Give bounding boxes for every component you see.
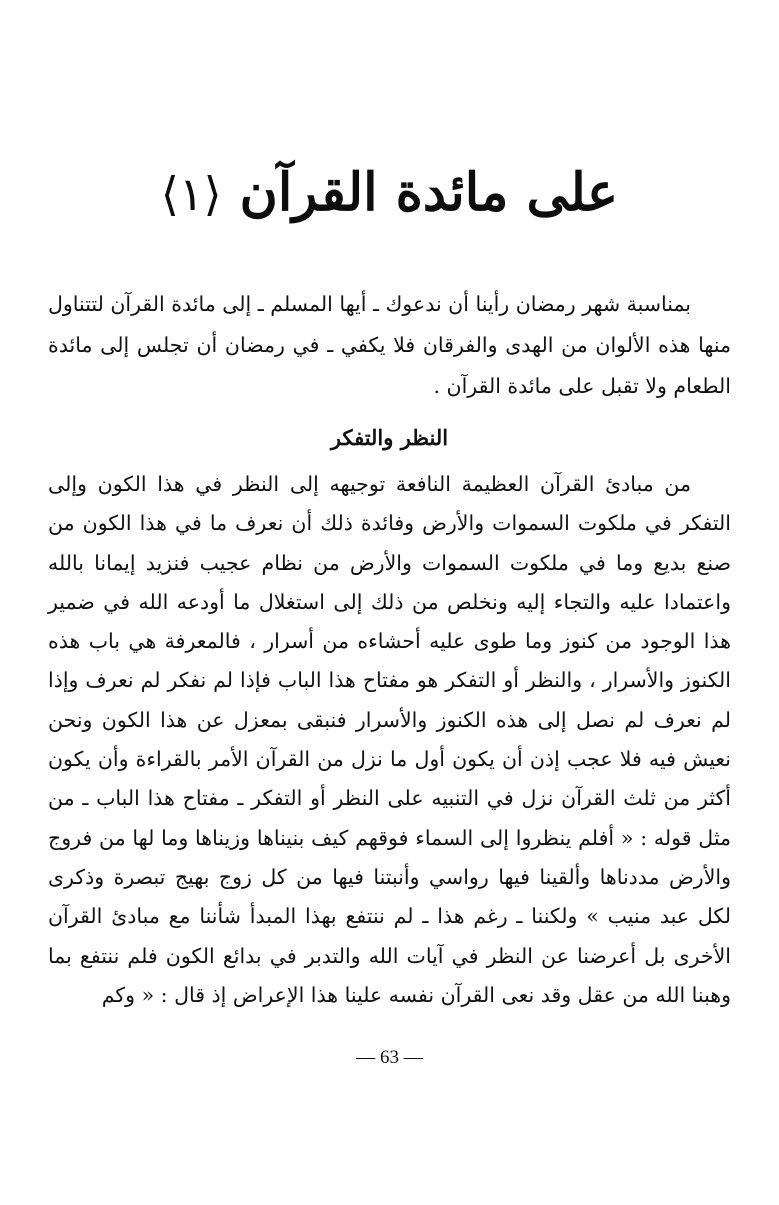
chapter-title xyxy=(0,148,779,239)
section-text: من مبادئ القرآن العظيمة النافعة توجيهه إلى النظر في هذا الكون وإلى التفكر في ملكوت السموات والأرض وفائدة ذلك أن نعرف ما في هذا الكون من صنع بديع وما في ملكوت السموات والأرض من نظام عجيب فنزيد إيمانا بالله واعتمادا عليه والتجاء إليه ونخلص من ذلك إلى استغلال ما أودعه الله في ضمير هذا الوجود من كنوز وما طوى عليه أحشاءه من أسرار ، فالمعرفة هي باب هذه الكنوز والأسرار ، والنظر أو التفكر هو مفتاح هذا الباب فإذا لم نفكر لم نعرف وإذا لم نعرف لم نصل إلى هذه الكنوز والأسرار فنبقى بمعزل عن هذا الكون ونحن نعيش فيه فلا عجب إذن أن يكون أول ما نزل من القرآن الأمر بالقراءة وأن يكون أكثر من ثلث القرآن نزل في التنبيه على النظر أو التفكر ـ مفتاح هذا الباب ـ من مثل قوله : « أفلم ينظروا إلى السماء فوقهم كيف بنيناها وزيناها وما لها من فروج والأرض مددناها وألقينا فيها رواسي وأنبتنا فيها من كل زوج بهيج تبصرة وذكرى لكل عبد منيب » ولكننا ـ رغم هذا ـ لم ننتفع بهذا المبدأ شأننا مع مبادئ القرآن الأخرى بل أعرضنا عن النظر في آيات الله والتدبر في بدائع الكون فلم ننتفع بما وهبنا الله من عقل وقد نعى القرآن نفسه علينا هذا الإعراض إذ قال : « وكم xyxy=(48,472,731,1007)
section-paragraph xyxy=(48,465,731,1015)
intro-paragraph xyxy=(48,284,731,407)
section-heading: النظر والتفكر xyxy=(330,425,449,450)
chapter-title-text: على مائدة القرآن xyxy=(239,162,619,223)
intro-text: بمناسبة شهر رمضان رأينا أن ندعوك ـ أيها المسلم ـ إلى مائدة القرآن لتتناول منها هذه الألوان من الهدى والفرقان فلا يكفي ـ في رمضان أن تجلس إلى مائدة الطعام ولا تقبل على مائدة القرآن . xyxy=(48,292,731,398)
chapter-number: ⟨١⟩ xyxy=(160,167,222,221)
page-number: — 63 — xyxy=(356,1047,423,1068)
